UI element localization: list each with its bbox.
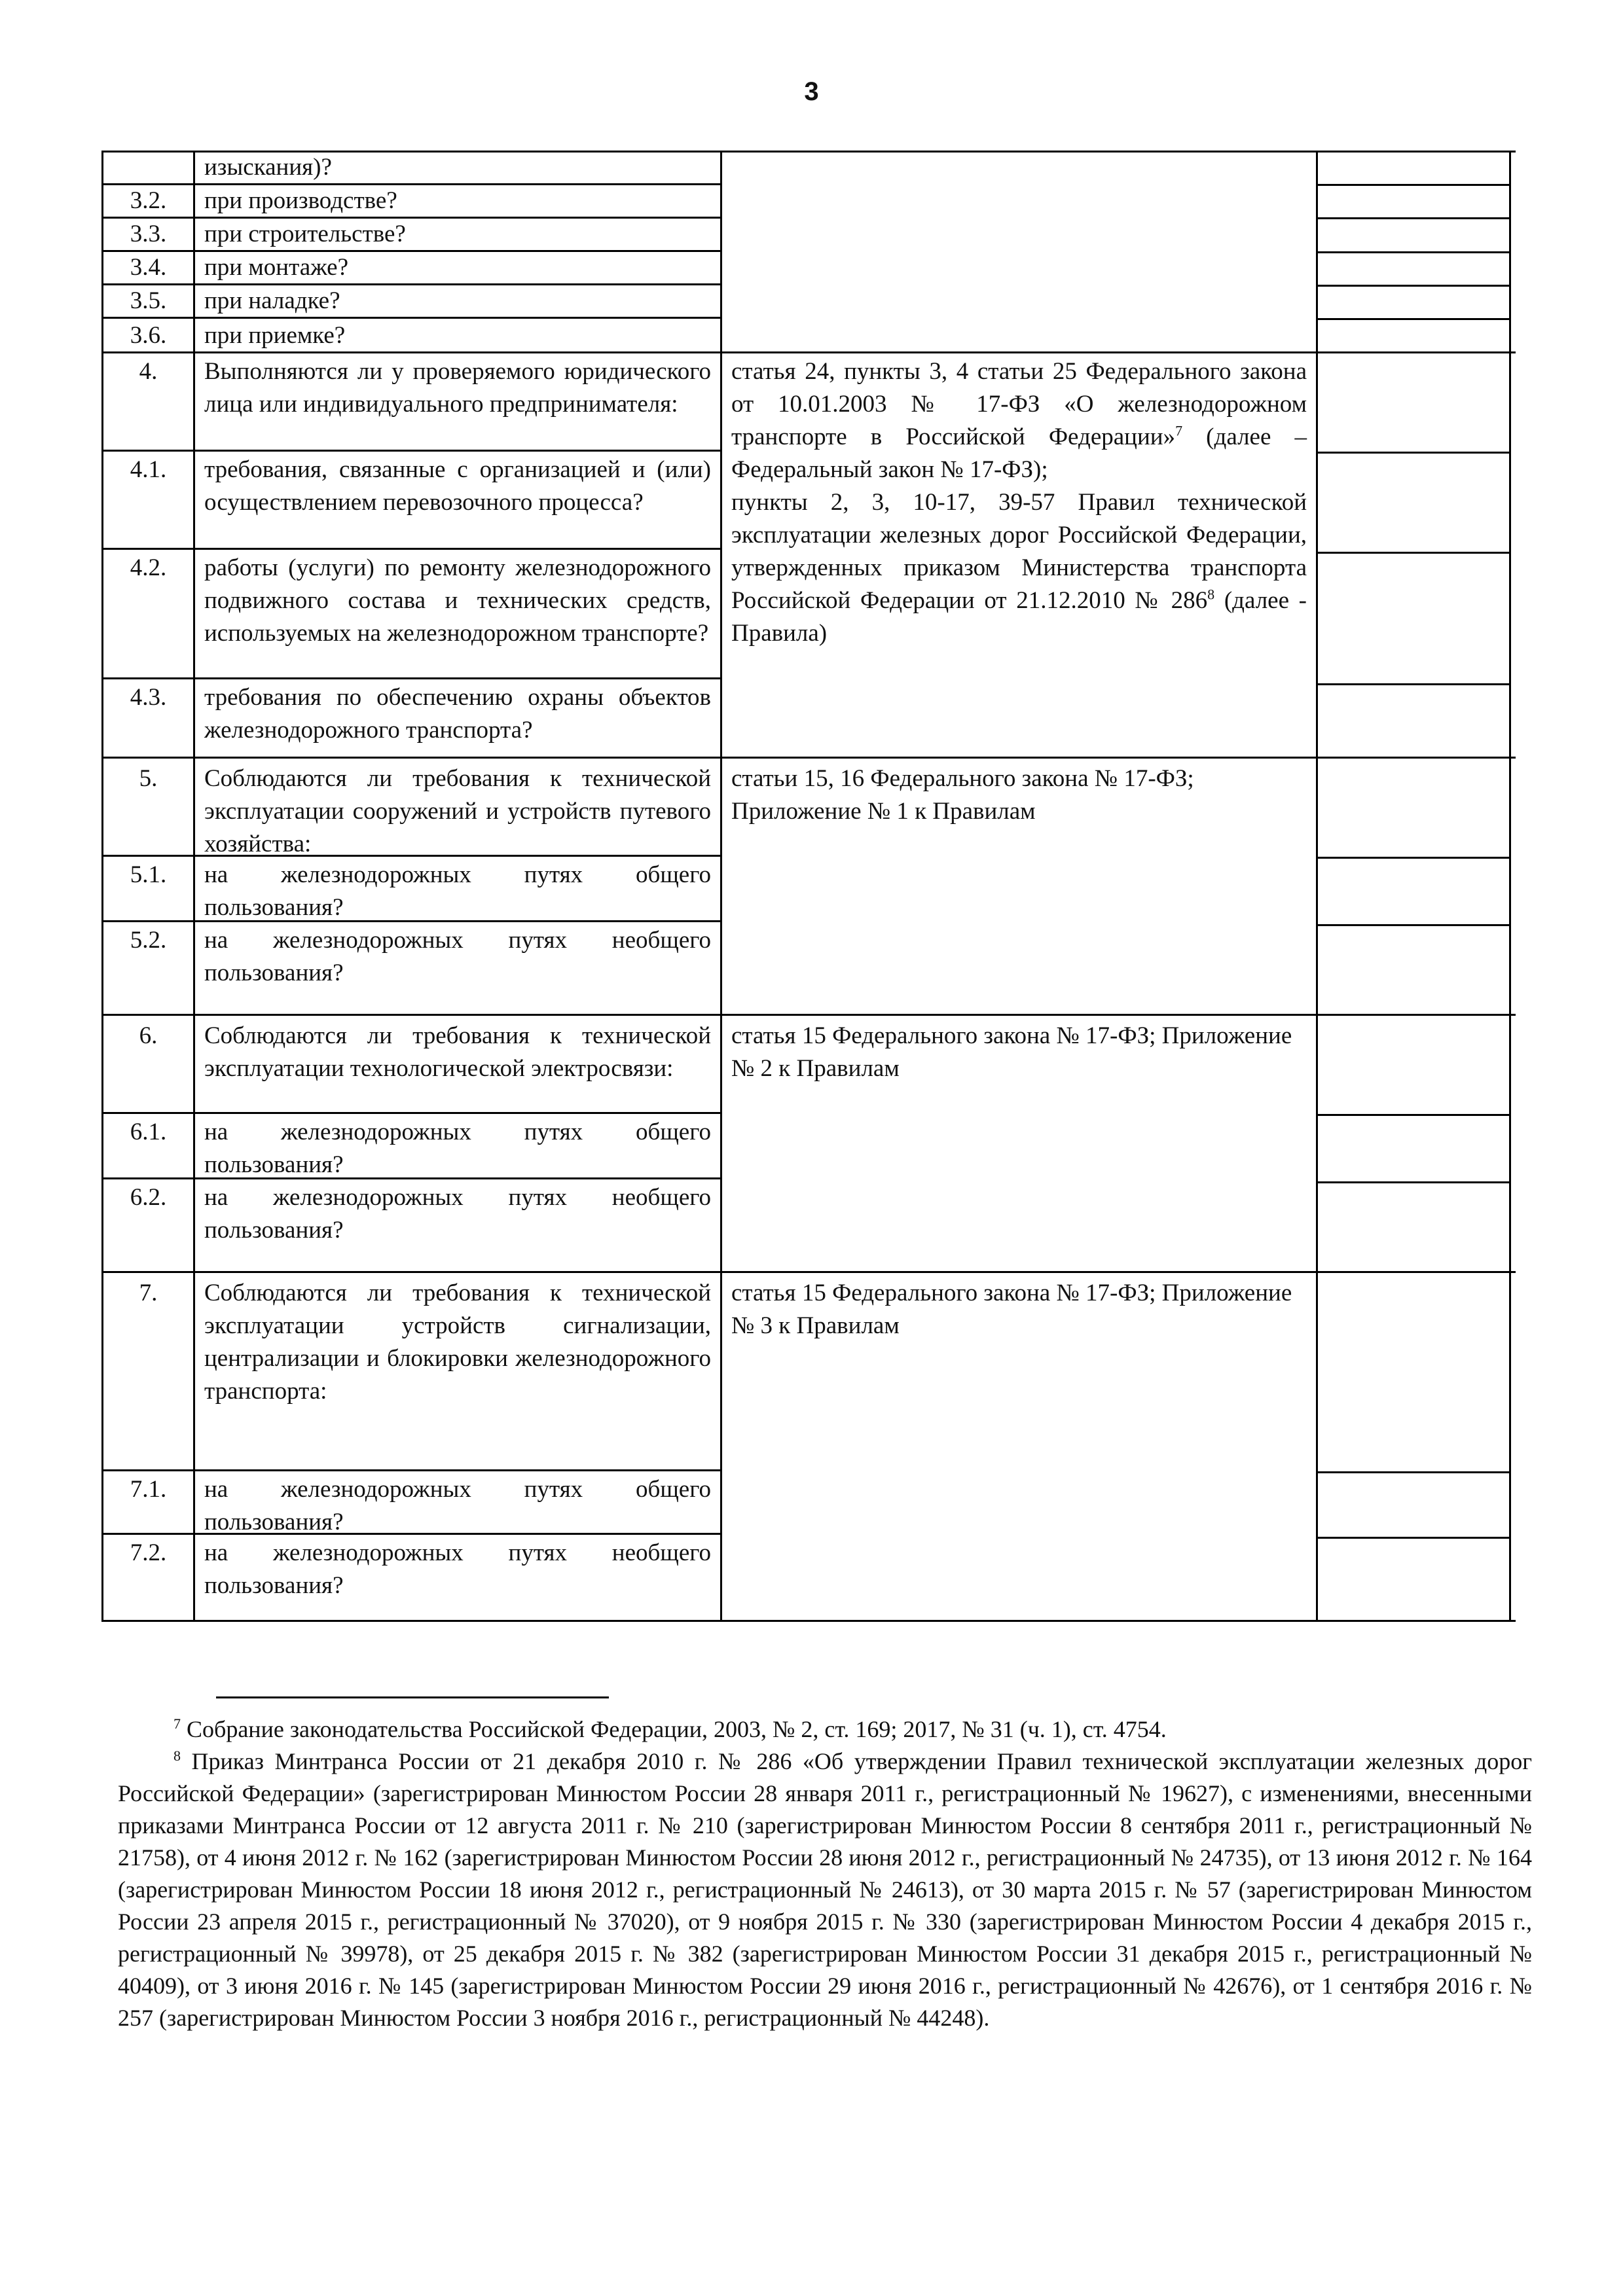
row-number: 6.1.	[103, 1114, 193, 1179]
question-column	[195, 759, 722, 1014]
row-number: 5.	[103, 759, 193, 857]
footnote-8: $^8$ Приказ Минтранса России от 21 декабря 2010 г. № 286 «Об утверждении Правил технической эксплуатации железных дорог Российской Федерации» (зарегистрирован Минюстом России 28 января 2011 г., регистрационный № 19627), с изменениями, внесенными приказами Минтранса России от 12 августа 2011 г. № 210 (зарегистрирован Минюстом России 8 сентября 2011 г., регистрационный № 21758), от 4 июня 2012 г. № 162 (зарегистрирован Минюстом России 28 июня 2012 г., регистрационный № 24735), от 13 июня 2012 г. № 164 (зарегистрирован Минюстом России 18 июня 2012 г., регистрационный № 24613), от 30 марта 2015 г. № 57 (зарегистрирован Минюстом России 23 апреля 2015 г., регистрационный № 37020), от 9 ноября 2015 г. № 330 (зарегистрирован Минюстом России 4 декабря 2015 г., регистрационный № 39978), от 25 декабря 2015 г. № 382 (зарегистрирован Минюстом России 31 декабря 2015 г., регистрационный № 40409), от 3 июня 2016 г. № 145 (зарегистрирован Минюстом России 29 июня 2016 г., регистрационный № 42676), от 1 сентября 2016 г. № 257 (зарегистрирован Минюстом России 3 ноября 2016 г., регистрационный № 44248).	[118, 1748, 1532, 2031]
footnote-separator	[216, 1696, 609, 1698]
question-text: на железнодорожных путях необщего пользования?	[204, 927, 711, 986]
row-number: 3.6.	[130, 322, 167, 349]
section-3	[101, 151, 1516, 351]
question-text: на железнодорожных путях необщего пользования?	[204, 1539, 711, 1599]
row-number: 7.1.	[103, 1471, 193, 1535]
question-text: при производстве?	[195, 185, 720, 219]
reference-text: статьи 15, 16 Федерального закона № 17-ФЗ; Приложение № 1 к Правилам	[722, 759, 1318, 1014]
answer-cell[interactable]	[1318, 1116, 1509, 1183]
row-number: 3.2.	[103, 185, 193, 219]
question-column	[195, 353, 722, 757]
answer-column	[1318, 353, 1511, 757]
row-number: 6.	[103, 1016, 193, 1114]
answer-cell[interactable]	[1318, 253, 1509, 287]
row-number: 3.4.	[103, 252, 193, 285]
answer-cell[interactable]	[1318, 1273, 1509, 1473]
question-text: при строительстве?	[195, 219, 720, 252]
row-number: 4.3.	[130, 684, 167, 711]
answer-cell[interactable]	[1318, 685, 1509, 757]
answer-cell[interactable]	[1318, 186, 1509, 219]
answer-cell[interactable]	[1318, 353, 1509, 454]
reference-column	[722, 152, 1318, 351]
reference-text: статья 15 Федерального закона № 17-ФЗ; Приложение № 2 к Правилам	[722, 1016, 1318, 1271]
answer-column	[1318, 1016, 1511, 1271]
row-number: 5.1.	[103, 857, 193, 922]
answer-cell[interactable]	[1318, 554, 1509, 685]
section-4	[101, 351, 1516, 757]
number-column	[103, 759, 195, 1014]
answer-cell[interactable]	[1318, 454, 1509, 554]
row-number	[103, 152, 193, 185]
question-text: Соблюдаются ли требования к технической эксплуатации технологической электросвязи:	[195, 1016, 720, 1114]
answer-cell[interactable]	[1318, 759, 1509, 859]
answer-cell[interactable]	[1318, 287, 1509, 320]
answer-column	[1318, 152, 1511, 351]
row-number: 6.2.	[130, 1184, 167, 1211]
question-text: при наладке?	[195, 285, 720, 319]
question-text: работы (услуги) по ремонту железнодорожного подвижного состава и технических средств, используемых на железнодорожном транспорте?	[195, 550, 720, 679]
answer-cell[interactable]	[1318, 859, 1509, 926]
question-text: изыскания)?	[195, 152, 720, 185]
row-number: 7.	[103, 1273, 193, 1471]
number-column	[103, 1016, 195, 1271]
question-column	[195, 1273, 722, 1620]
row-number: 4.2.	[103, 550, 193, 679]
question-text: при монтаже?	[195, 252, 720, 285]
question-text: Соблюдаются ли требования к технической эксплуатации устройств сигнализации, централизации и блокировки железнодорожного транспорта:	[195, 1273, 720, 1471]
row-number: 4.1.	[103, 452, 193, 550]
answer-cell[interactable]	[1318, 219, 1509, 253]
question-text: Соблюдаются ли требования к технической эксплуатации сооружений и устройств путевого хозяйства:	[195, 759, 720, 857]
answer-column	[1318, 759, 1511, 1014]
footnote-7: $^7$ Собрание законодательства Российской Федерации, 2003, № 2, ст. 169; 2017, № 31 (ч. 1), ст. 4754.	[173, 1715, 1167, 1742]
row-number: 3.5.	[103, 285, 193, 319]
question-text: требования, связанные с организацией и (или) осуществлением перевозочного процесса?	[195, 452, 720, 550]
reference-text: статья 24, пункты 3, 4 статьи 25 Федерального закона от 10.01.2003 № 17-ФЗ «О железнодорожном транспорте в Российской Федерации»$^7$ (далее – Федеральный закон № 17-ФЗ); пункты 2, 3, 10-17, 39-57 Правил технической эксплуатации железных дорог Российской Федерации, утвержденных приказом Министерства транспорта Российской Федерации от 21.12.2010 № $286^8$ (далее - Правила)	[722, 353, 1318, 757]
row-number: 5.2.	[130, 927, 167, 954]
section-6	[101, 1014, 1516, 1271]
answer-cell[interactable]	[1318, 1183, 1509, 1271]
question-text: на железнодорожных путях необщего пользования?	[204, 1184, 711, 1244]
question-text: на железнодорожных путях общего пользования?	[195, 1114, 720, 1179]
question-column	[195, 152, 722, 351]
answer-cell[interactable]	[1318, 1539, 1509, 1620]
number-column	[103, 353, 195, 757]
row-number: 7.2.	[130, 1539, 167, 1566]
question-text: требования по обеспечению охраны объектов железнодорожного транспорта?	[204, 684, 711, 744]
section-5	[101, 757, 1516, 1014]
question-text: на железнодорожных путях общего пользования?	[195, 1471, 720, 1535]
question-text: при приемке?	[204, 322, 346, 349]
answer-column	[1318, 1273, 1511, 1620]
row-number: 4.	[103, 353, 193, 452]
question-text: на железнодорожных путях общего пользования?	[195, 857, 720, 922]
row-number: 3.3.	[103, 219, 193, 252]
question-column	[195, 1016, 722, 1271]
section-7	[101, 1271, 1516, 1622]
answer-cell[interactable]	[1318, 1473, 1509, 1539]
answer-cell[interactable]	[1318, 152, 1509, 186]
number-column	[103, 152, 195, 351]
reference-text: статья 15 Федерального закона № 17-ФЗ; Приложение № 3 к Правилам	[722, 1273, 1318, 1620]
answer-cell[interactable]	[1318, 1016, 1509, 1116]
checklist-table	[101, 151, 1516, 1622]
page-number: 3	[804, 77, 819, 106]
answer-cell[interactable]	[1318, 320, 1509, 351]
number-column	[103, 1273, 195, 1620]
answer-cell[interactable]	[1318, 926, 1509, 1014]
question-text: Выполняются ли у проверяемого юридического лица или индивидуального предпринимателя:	[195, 353, 720, 452]
footnotes	[118, 1713, 1532, 2034]
